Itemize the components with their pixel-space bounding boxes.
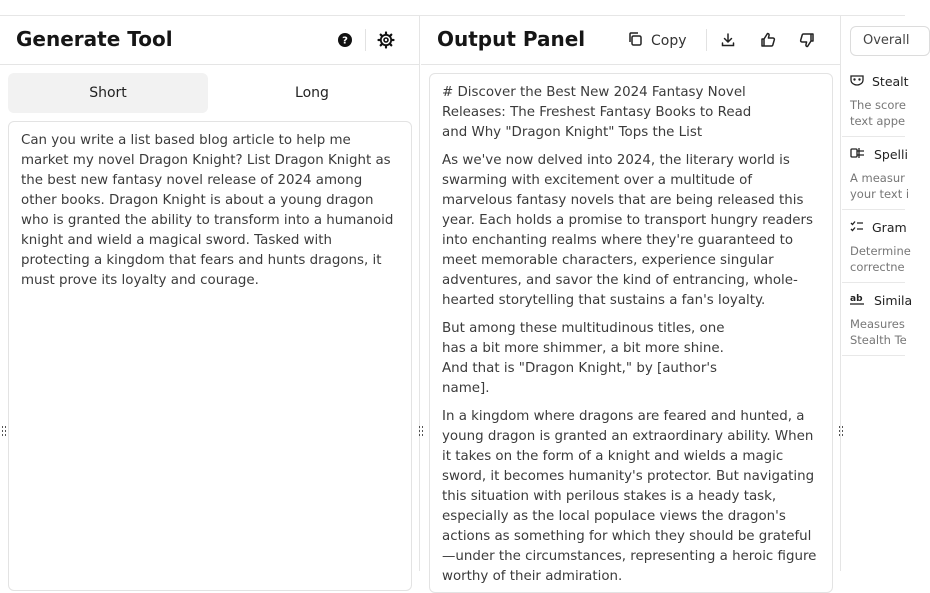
metric-description: The score text appe (850, 98, 906, 128)
scores-panel (842, 16, 913, 571)
metric-grammar[interactable] (842, 211, 911, 283)
top-strip (0, 0, 905, 16)
output-paragraph: But among these multitudinous titles, one has a bit more shimmer, a bit more shine. And that is "Dragon Knight," by [author's name]. (442, 321, 725, 396)
metric-description: Determine correctne (850, 244, 911, 274)
similarity-icon (850, 293, 866, 308)
length-tabs (8, 73, 412, 113)
metric-description: A measur your text i (850, 171, 910, 201)
copy-icon (627, 31, 643, 51)
header-divider (365, 29, 366, 51)
prompt-input[interactable]: Can you write a list based blog article to help me market my novel Dragon Knight? List Dragon Knight as the best new fantasy novel release of 2024 among other books. Dragon Knight is about a young dragon who is granted the ability to transform into a humanoid knight and wield a magical sword. Tasked with protecting a kingdom that fears and hunts dragons, it must prove its loyalty and courage. (8, 121, 412, 591)
help-icon[interactable] (335, 30, 355, 50)
output-paragraph: As we've now delved into 2024, the literary world is swarming with excitement over a multitude of marvelous fantasy novels that are being released this year. Each holds a promise to transport hungry readers into enchanting realms where they're guaranteed to meet memorable characters, experience singular adventures, and savor the kind of entrancing, whole-hearted storytelling that sustains a fan's loyalty. (442, 153, 814, 308)
output-heading: # Discover the Best New 2024 Fantasy Novel Releases: The Freshest Fantasy Books to Read and Why "Dragon Knight" Tops the List (442, 85, 752, 140)
thumbs-up-icon[interactable] (758, 30, 778, 50)
overall-button[interactable]: Overall (850, 26, 930, 56)
metric-label: Gram (872, 219, 907, 235)
metric-label: Spelli (874, 146, 908, 162)
output-paragraph: In a kingdom where dragons are feared and hunted, a young dragon is granted an extraordinary ability. When it takes on the form of a knight and wields a magic sword, it becomes humanity's protector. But navigating this situation with perilous stakes is a heady task, especially as the local populace views the dragon's actions as something for which they should be grateful—under the circumstances, representing a heroic figure worthy of their admiration. (442, 409, 817, 584)
metric-spelling[interactable] (842, 138, 910, 210)
header-divider (706, 29, 707, 51)
svg-text:ab: ab (850, 293, 863, 304)
output-panel (421, 16, 841, 584)
metric-label: Stealt (872, 73, 909, 89)
copy-button[interactable] (627, 29, 687, 53)
gear-icon[interactable] (376, 30, 396, 50)
metric-similarity[interactable] (842, 284, 913, 356)
metric-label: Simila (874, 292, 913, 308)
tab-long[interactable]: Long (295, 85, 329, 101)
output-panel-header (421, 16, 840, 65)
thumbs-down-icon[interactable] (797, 30, 817, 50)
mask-icon (850, 74, 864, 89)
download-icon[interactable] (718, 30, 738, 50)
metric-description: Measures Stealth Te (850, 317, 907, 347)
tab-short[interactable]: Short (8, 73, 208, 113)
panel-title: Generate Tool (16, 27, 173, 51)
panel-title: Output Panel (437, 27, 586, 51)
output-text (429, 73, 833, 593)
generate-tool-panel (0, 16, 420, 571)
resize-handle-left[interactable] (0, 424, 8, 438)
metric-stealth[interactable] (842, 65, 909, 137)
checklist-icon (850, 220, 864, 235)
spell-icon (850, 147, 866, 162)
copy-label: Copy (651, 33, 687, 49)
generate-tool-header (0, 16, 419, 65)
svg-text:?: ? (342, 35, 348, 47)
